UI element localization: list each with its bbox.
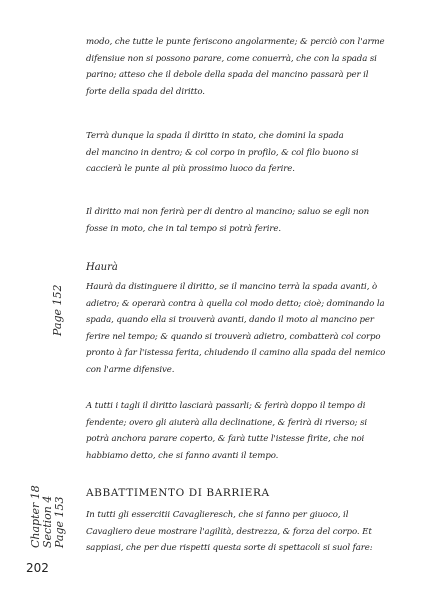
text-line: spada, quando ella si trouverà avanti, dando il moto al mancino per (86, 315, 374, 325)
text-line: ferire nel tempo; & quando si trouverà adietro, combatterà col corpo (86, 331, 381, 342)
margin-page-note (52, 284, 64, 336)
text-line: forte della spada del diritto. (86, 86, 205, 97)
paragraph-2 (86, 128, 386, 178)
margin-note-section: Section 4 (41, 495, 54, 548)
text-line: A tutti i tagli il diritto lasciarà passarli; & ferirà doppo il tempo di (86, 401, 366, 411)
paragraph-5 (86, 398, 386, 464)
text-line: Il diritto mai non ferirà per di dentro al mancino; saluo se egli non (86, 207, 370, 217)
chapter-heading: ABBATTIMENTO DI BARRIERA (86, 487, 270, 499)
margin-note-chapter: Chapter 18 (29, 485, 42, 548)
margin-note-page: Page 153 (53, 496, 66, 548)
text-line: Terrà dunque la spada il diritto in stato, che domini la spada (86, 131, 344, 141)
paragraph-3 (86, 204, 386, 237)
text-line: caccierà le punte al più prossimo luoco da ferire. (86, 164, 295, 174)
text-line: potrà anchora parare coperto, & farà tutte l'istesse firite, che noi (86, 434, 365, 444)
text-line: fendente; overo gli aiuterà alla declinatione, & ferirà di riverso; si (86, 417, 368, 428)
text-line: difensiue non si possono parare, come conuerrà, che con la spada si (86, 53, 377, 64)
paragraph-6 (86, 507, 386, 557)
text-line: con l'arme difensive. (86, 364, 175, 375)
paragraph-1 (86, 34, 386, 100)
text-line: fosse in moto, che in tal tempo si potrà ferire. (86, 223, 281, 234)
text-line: del mancino in dentro; & col corpo in profilo, & col filo buono si (86, 147, 359, 158)
text-line: habbiamo detto, che si fanno avanti il tempo. (86, 450, 279, 461)
text-line: In tutti gli essercitii Cavaglieresch, che si fanno per giuoco, il (86, 510, 349, 520)
text-line: Cavagliero deue mostrare l'agilità, destrezza, & forza del corpo. Et (86, 526, 372, 537)
text-line: pronto à far l'istessa ferita, chiudendo il camino alla spada del nemico (86, 348, 386, 358)
text-line: Haurà da distinguere il diritto, se il mancino terrà la spada avanti, ò (86, 282, 378, 292)
paragraph-4 (86, 279, 386, 378)
section-heading: Haurà (86, 262, 118, 273)
page-number: 202 (26, 561, 49, 575)
margin-note-text: Page 152 (51, 284, 64, 336)
text-line: parino; atteso che il debole della spada del mancino passarà per il (86, 70, 369, 80)
margin-chapter-note (30, 485, 66, 548)
text-line: modo, che tutte le punte feriscono angolarmente; & perciò con l'arme (86, 37, 385, 47)
text-line: adietro; & operarà contra à quella col modo detto; cioè; dominando la (86, 298, 385, 309)
text-line: sappiasi, che per due rispetti questa sorte di spettacoli si suol fare: (86, 543, 373, 553)
